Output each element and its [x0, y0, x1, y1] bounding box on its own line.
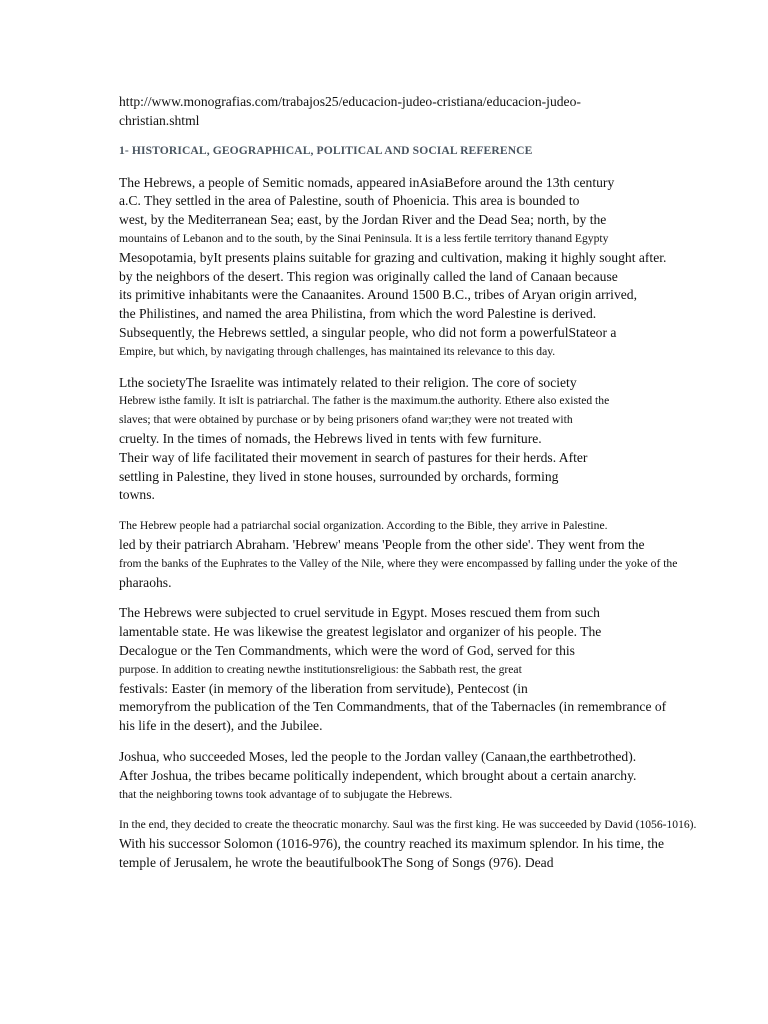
text-line: temple of Jerusalem, he wrote the beautifulbookThe Song of Songs (976). Dead: [119, 854, 554, 870]
section-heading: 1- HISTORICAL, GEOGRAPHICAL, POLITICAL AND SOCIAL REFERENCE: [119, 143, 533, 157]
source-url-line: http://www.monografias.com/trabajos25/educacion-judeo-cristiana/educacion-judeo-: [119, 94, 581, 109]
text-line: led by their patriarch Abraham. 'Hebrew' means 'People from the other side'. They went from the: [119, 536, 645, 552]
text-line: Empire, but which, by navigating through challenges, has maintained its relevance to this day.: [119, 344, 556, 358]
text-line: memoryfrom the publication of the Ten Commandments, that of the Tabernacles (in remembrance of: [119, 699, 667, 715]
text-line: the Philistines, and named the area Philistina, from which the word Palestine is derived.: [119, 306, 597, 322]
text-line: After Joshua, the tribes became politically independent, which brought about a certain anarchy.: [119, 767, 637, 783]
paragraph-society: [119, 374, 694, 506]
text-line: In the end, they decided to create the theocratic monarchy. Saul was the first king. He was succeeded by David (1056-1016).: [119, 818, 697, 832]
text-line: Joshua, who succeeded Moses, led the people to the Jordan valley (Canaan,the earthbetrothed).: [119, 748, 637, 764]
text-line: slaves; that were obtained by purchase or by being prisoners ofand war;they were not treated with: [119, 413, 573, 427]
paragraph-geography: [119, 174, 694, 362]
text-line: With his successor Solomon (1016-976), the country reached its maximum splendor. In his time, the: [119, 836, 664, 852]
text-line: festivals: Easter (in memory of the liberation from servitude), Pentecost (in: [119, 680, 528, 696]
text-line: its primitive inhabitants were the Canaanites. Around 1500 B.C., tribes of Aryan origin arrived,: [119, 287, 637, 303]
text-line: Lthe societyThe Israelite was intimately related to their religion. The core of society: [119, 374, 577, 390]
text-line: Mesopotamia, byIt presents plains suitable for grazing and cultivation, making it highly sought after.: [119, 249, 667, 265]
text-line: purpose. In addition to creating newthe institutionsreligious: the Sabbath rest, the great: [119, 662, 522, 676]
text-line: Subsequently, the Hebrews settled, a singular people, who did not form a powerfulStateor a: [119, 324, 617, 340]
text-line: that the neighboring towns took advantage of to subjugate the Hebrews.: [119, 787, 453, 801]
text-line: The Hebrew people had a patriarchal social organization. According to the Bible, they arrive in Palestine.: [119, 519, 608, 533]
text-line: his life in the desert), and the Jubilee.: [119, 718, 323, 734]
text-line: lamentable state. He was likewise the greatest legislator and organizer of his people. The: [119, 624, 602, 640]
paragraph-joshua: [119, 748, 694, 804]
text-line: mountains of Lebanon and to the south, by the Sinai Peninsula. It is a less fertile territory thanand Egypty: [119, 231, 609, 245]
text-line: Their way of life facilitated their movement in search of pastures for their herds. After: [119, 449, 588, 465]
text-line: The Hebrews were subjected to cruel servitude in Egypt. Moses rescued them from such: [119, 605, 600, 621]
text-line: cruelty. In the times of nomads, the Hebrews lived in tents with few furniture.: [119, 430, 542, 446]
text-line: by the neighbors of the desert. This region was originally called the land of Canaan because: [119, 268, 618, 284]
paragraph-moses: [119, 604, 694, 736]
text-line: settling in Palestine, they lived in stone houses, surrounded by orchards, forming: [119, 468, 559, 484]
text-line: The Hebrews, a people of Semitic nomads, appeared inAsiaBefore around the 13th century: [119, 174, 615, 190]
text-line: Hebrew isthe family. It isIt is patriarchal. The father is the maximum.the authority. Ethere also existed the: [119, 394, 610, 408]
text-line: pharaohs.: [119, 574, 172, 590]
text-line: towns.: [119, 487, 155, 503]
source-url[interactable]: [119, 93, 694, 131]
text-line: a.C. They settled in the area of Palestine, south of Phoenicia. This area is bounded to: [119, 193, 580, 209]
source-url-line: christian.shtml: [119, 112, 200, 128]
text-line: west, by the Mediterranean Sea; east, by the Jordan River and the Dead Sea; north, by the: [119, 212, 607, 228]
paragraph-monarchy: [119, 816, 697, 872]
text-line: Decalogue or the Ten Commandments, which were the word of God, served for this: [119, 642, 575, 658]
text-line: from the banks of the Euphrates to the Valley of the Nile, where they were encompassed by falling under the yoke of the: [119, 556, 678, 570]
document-page: [119, 93, 697, 873]
paragraph-abraham: [119, 517, 694, 592]
